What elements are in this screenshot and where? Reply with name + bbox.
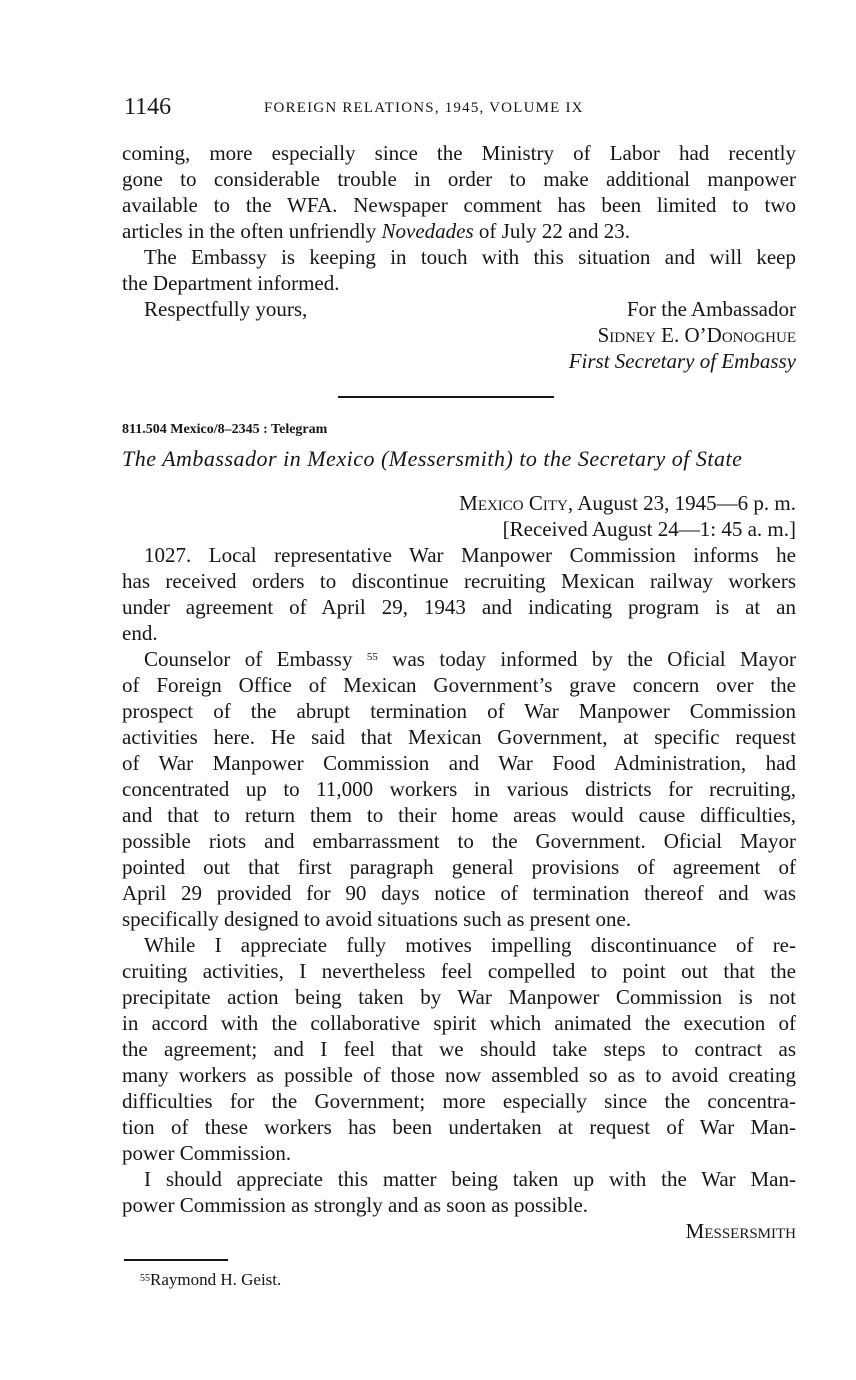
text-line: pointed out that first paragraph general provisions of agreement of bbox=[122, 855, 796, 879]
text-line: tion of these workers has been undertaken at request of War Man- bbox=[122, 1115, 796, 1139]
text-line: gone to considerable trouble in order to make additional manpower bbox=[122, 167, 796, 191]
text-line: end. bbox=[122, 621, 158, 645]
dateline-place: Mexico City bbox=[459, 491, 568, 515]
file-reference: 811.504 Mexico/8–2345 : Telegram bbox=[122, 422, 328, 437]
text-line: of Foreign Office of Mexican Government’s grave concern over the bbox=[122, 673, 796, 697]
text-line: available to the WFA. Newspaper comment has been limited to two bbox=[122, 193, 796, 217]
section-divider bbox=[338, 396, 554, 398]
text-line: the Department informed. bbox=[122, 271, 340, 295]
signer-title: First Secretary of Embassy bbox=[568, 349, 796, 373]
received-line: [Received August 24—1: 45 a. m.] bbox=[502, 517, 796, 541]
dateline: Mexico City, August 23, 1945—6 p. m. bbox=[459, 491, 796, 515]
page-number: 1146 bbox=[124, 94, 172, 120]
footnote-number: 55 bbox=[140, 1273, 150, 1284]
text-line: April 29 provided for 90 days notice of termination thereof and was bbox=[122, 881, 796, 905]
text-line: specifically designed to avoid situations such as present one. bbox=[122, 907, 632, 931]
footnote-divider bbox=[124, 1259, 228, 1261]
text-line: Counselor of Embassy $^{55}$ was today informed by the Oficial Mayor bbox=[144, 647, 796, 671]
document-title: The Ambassador in Mexico (Messersmith) to the Secretary of State bbox=[122, 446, 743, 471]
text-line: concentrated up to 11,000 workers in various districts for recruiting, bbox=[122, 777, 796, 801]
text-line: I should appreciate this matter being taken up with the War Man- bbox=[144, 1167, 796, 1191]
running-head: FOREIGN RELATIONS, 1945, VOLUME IX bbox=[264, 100, 584, 116]
publication-title: Novedades bbox=[381, 219, 474, 243]
footnote-text: Raymond H. Geist. bbox=[150, 1270, 282, 1289]
text-line: power Commission. bbox=[122, 1141, 292, 1165]
text-line: has received orders to discontinue recruiting Mexican railway workers bbox=[122, 569, 796, 593]
page-header bbox=[124, 92, 796, 126]
text-line: and that to return them to their home areas would cause difficulties, bbox=[122, 803, 796, 827]
text-line: power Commission as strongly and as soon as possible. bbox=[122, 1193, 589, 1217]
text-line: The Embassy is keeping in touch with this situation and will keep bbox=[144, 245, 796, 269]
text-line: the agreement; and I feel that we should take steps to contract as bbox=[122, 1037, 796, 1061]
text-line: in accord with the collaborative spirit which animated the execution of bbox=[122, 1011, 796, 1035]
text-line: many workers as possible of those now assembled so as to avoid creating bbox=[122, 1063, 796, 1087]
text-line: coming, more especially since the Ministry of Labor had recently bbox=[122, 141, 796, 165]
signature: Messersmith bbox=[685, 1219, 796, 1243]
telegram-body bbox=[122, 490, 796, 1244]
footnote bbox=[140, 1268, 281, 1292]
text-line: possible riots and embarrassment to the Government. Oficial Mayor bbox=[122, 829, 796, 853]
for-ambassador-text: For the Ambassador bbox=[626, 297, 796, 321]
text-line: 1027. Local representative War Manpower Commission informs he bbox=[144, 543, 796, 567]
text-line: difficulties for the Government; more especially since the concentra- bbox=[122, 1089, 796, 1113]
text-line: precipitate action being taken by War Manpower Commission is not bbox=[122, 985, 796, 1009]
text-line: articles in the often unfriendly Novedades of July 22 and 23. bbox=[122, 219, 630, 243]
text-line: under agreement of April 29, 1943 and indicating program is at an bbox=[122, 595, 796, 619]
signer-name: Sidney E. O’Donoghue bbox=[597, 323, 796, 347]
closing-row bbox=[122, 296, 796, 322]
text-line: activities here. He said that Mexican Government, at specific request bbox=[122, 725, 796, 749]
text-line: cruiting activities, I nevertheless feel compelled to point out that the bbox=[122, 959, 796, 983]
text-line: prospect of the abrupt termination of War Manpower Commission bbox=[122, 699, 796, 723]
footnote-ref: 55 bbox=[366, 651, 378, 663]
intro-text bbox=[122, 140, 796, 374]
text-line: While I appreciate fully motives impelling discontinuance of re- bbox=[144, 933, 796, 957]
text-line: of War Manpower Commission and War Food Administration, had bbox=[122, 751, 796, 775]
closing-text: Respectfully yours, bbox=[144, 297, 308, 321]
